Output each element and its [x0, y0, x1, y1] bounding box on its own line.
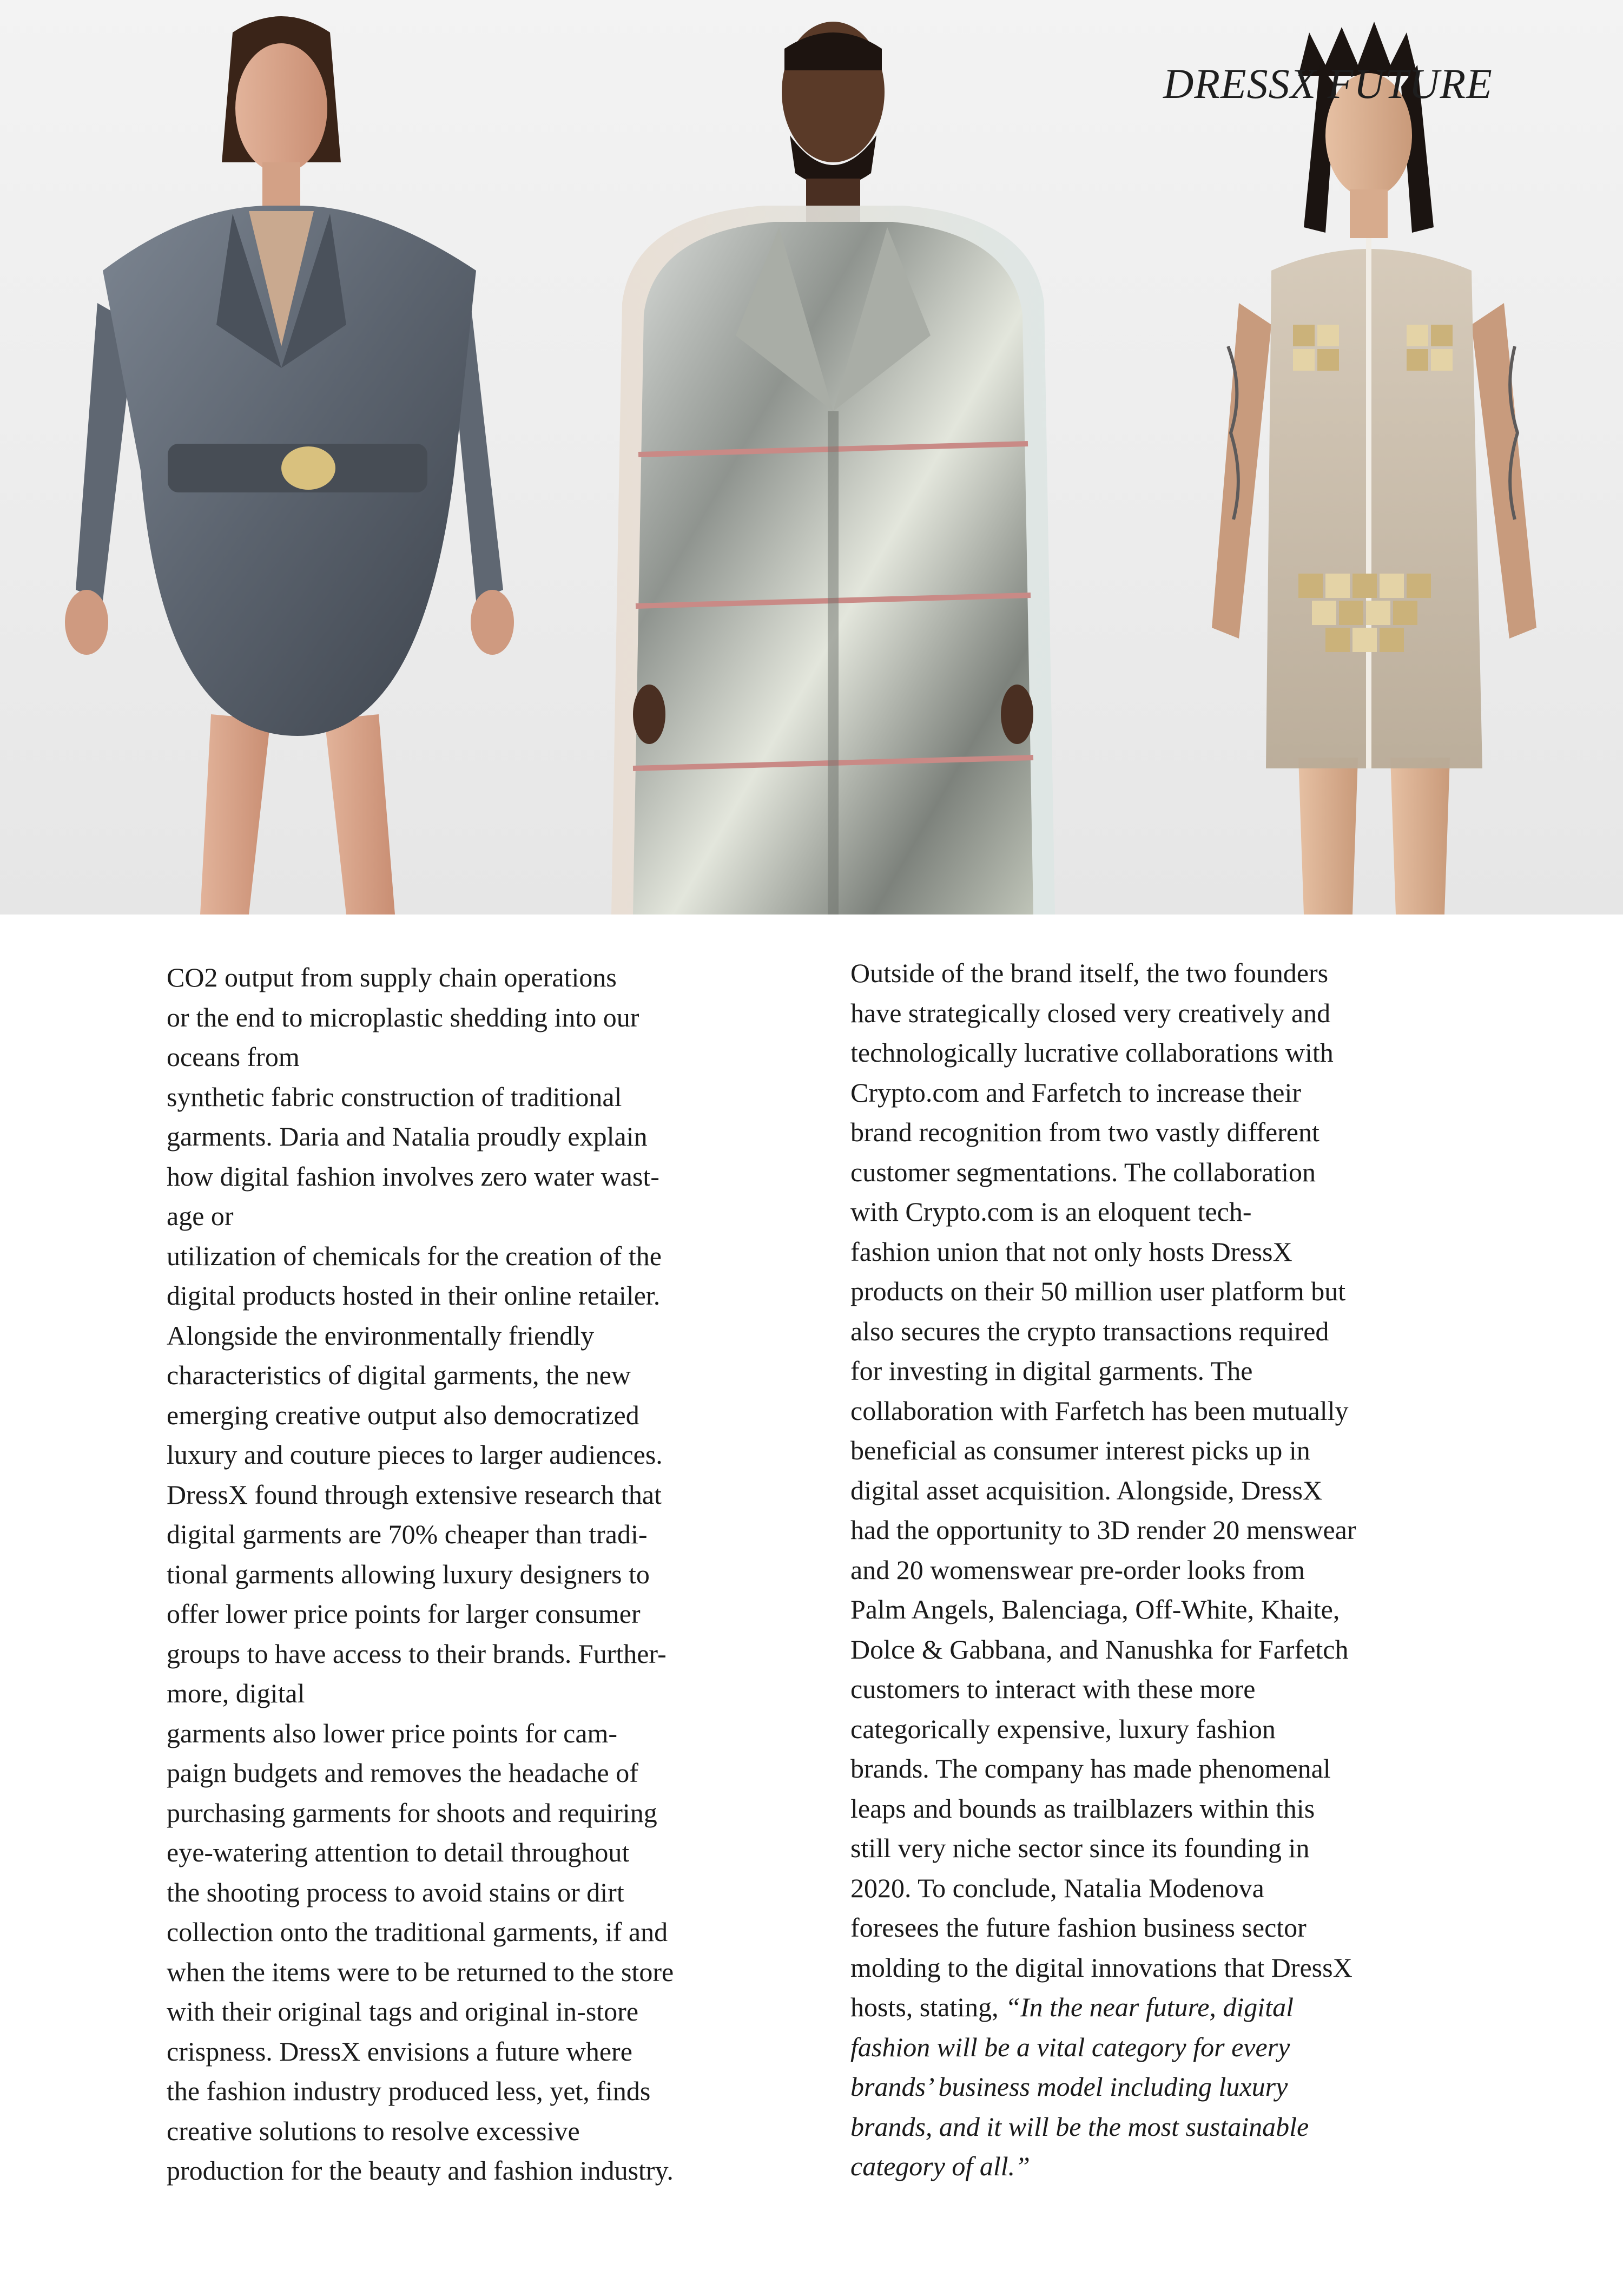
- text-line: fashion union that not only hosts DressX: [850, 1236, 1292, 1267]
- text-line: the shooting process to avoid stains or dirt: [167, 1877, 624, 1907]
- model-right-sheer-pixel-bodysuit: [1179, 0, 1569, 915]
- quote-lead-in: hosts, stating,: [850, 1992, 1006, 2022]
- pull-quote-line: brands, and it will be the most sustainable: [850, 2111, 1309, 2142]
- text-line: garments. Daria and Natalia proudly explain: [167, 1121, 648, 1152]
- text-line: also secures the crypto transactions required: [850, 1315, 1329, 1346]
- text-line: Outside of the brand itself, the two founders: [850, 958, 1329, 988]
- text-line: synthetic fabric construction of traditional: [167, 1081, 622, 1112]
- text-line: have strategically closed very creatively and: [850, 997, 1331, 1028]
- pull-quote-part: “In the near future, digital: [1005, 1992, 1294, 2022]
- text-line: when the items were to be returned to the store: [167, 1956, 674, 1987]
- text-line: leaps and bounds as trailblazers within this: [850, 1793, 1315, 1824]
- text-line: or the end to microplastic shedding into our: [167, 1002, 639, 1032]
- text-line: emerging creative output also democratized: [167, 1399, 639, 1430]
- text-line: production for the beauty and fashion industry.: [167, 2155, 674, 2186]
- hero-photo-band: [0, 0, 1623, 915]
- text-line: groups to have access to their brands. Further-: [167, 1638, 667, 1669]
- text-line: purchasing garments for shoots and requiring: [167, 1797, 657, 1828]
- text-line: utilization of chemicals for the creation of the: [167, 1240, 662, 1271]
- text-line: crispness. DressX envisions a future where: [167, 2036, 632, 2067]
- text-line: technologically lucrative collaborations with: [850, 1037, 1334, 1068]
- text-line: digital products hosted in their online retailer.: [167, 1280, 661, 1311]
- text-line: digital garments are 70% cheaper than tradi-: [167, 1519, 648, 1549]
- article-column-right: [850, 953, 1489, 2187]
- text-line: had the opportunity to 3D render 20 menswear: [850, 1515, 1356, 1545]
- text-line: with their original tags and original in-store: [167, 1996, 639, 2027]
- text-line: molding to the digital innovations that DressX: [850, 1952, 1352, 1983]
- text-line: beneficial as consumer interest picks up in: [850, 1435, 1310, 1465]
- text-line: customer segmentations. The collaboration: [850, 1156, 1316, 1187]
- text-line: still very niche sector since its founding in: [850, 1833, 1310, 1863]
- text-line: customers to interact with these more: [850, 1674, 1256, 1704]
- pull-quote-line: fashion will be a vital category for every: [850, 2031, 1290, 2062]
- text-line: collection onto the traditional garments, if and: [167, 1917, 668, 1947]
- text-line: the fashion industry produced less, yet, finds: [167, 2076, 651, 2106]
- article-column-left: [167, 958, 805, 2191]
- pull-quote-line: brands’ business model including luxury: [850, 2071, 1288, 2102]
- text-line: products on their 50 million user platform but: [850, 1276, 1346, 1306]
- text-line: characteristics of digital garments, the new: [167, 1360, 631, 1390]
- text-line: Alongside the environmentally friendly: [167, 1320, 595, 1351]
- text-line-with-quote-start: [850, 1988, 1489, 2028]
- text-line: collaboration with Farfetch has been mutually: [850, 1395, 1349, 1426]
- text-line: brands. The company has made phenomenal: [850, 1753, 1331, 1784]
- text-line: garments also lower price points for cam-: [167, 1718, 618, 1748]
- text-line: Palm Angels, Balenciaga, Off-White, Khaite,: [850, 1594, 1340, 1624]
- magazine-masthead: DRESSX FUTURE: [1163, 60, 1493, 107]
- model-center-metallic-long-coat: [601, 0, 1066, 915]
- text-line: DressX found through extensive research that: [167, 1479, 662, 1510]
- text-line: how digital fashion involves zero water wast-: [167, 1161, 659, 1192]
- text-line: paign budgets and removes the headache of: [167, 1758, 638, 1788]
- text-line: with Crypto.com is an eloquent tech-: [850, 1196, 1252, 1227]
- text-line: tional garments allowing luxury designers to: [167, 1558, 650, 1589]
- text-line: for investing in digital garments. The: [850, 1356, 1253, 1386]
- text-line: oceans from: [167, 1042, 300, 1072]
- text-line: eye-watering attention to detail throughout: [167, 1837, 630, 1867]
- text-line: luxury and couture pieces to larger audiences.: [167, 1439, 663, 1470]
- text-line: foresees the future fashion business sector: [850, 1912, 1307, 1943]
- text-line: Dolce & Gabbana, and Nanushka for Farfetch: [850, 1634, 1349, 1665]
- text-line: and 20 womenswear pre-order looks from: [850, 1554, 1305, 1585]
- text-line: creative solutions to resolve excessive: [167, 2115, 580, 2146]
- text-line: categorically expensive, luxury fashion: [850, 1713, 1276, 1744]
- text-line: Crypto.com and Farfetch to increase their: [850, 1077, 1302, 1108]
- text-line: offer lower price points for larger consumer: [167, 1598, 641, 1629]
- text-line: age or: [167, 1201, 234, 1231]
- pull-quote-line: category of all.”: [850, 2151, 1030, 2181]
- text-line: CO2 output from supply chain operations: [167, 962, 617, 992]
- text-line: digital asset acquisition. Alongside, DressX: [850, 1475, 1323, 1505]
- model-left-grey-structured-dress: [54, 0, 541, 915]
- text-line: more, digital: [167, 1678, 305, 1708]
- text-line: 2020. To conclude, Natalia Modenova: [850, 1872, 1264, 1903]
- text-line: brand recognition from two vastly different: [850, 1117, 1319, 1147]
